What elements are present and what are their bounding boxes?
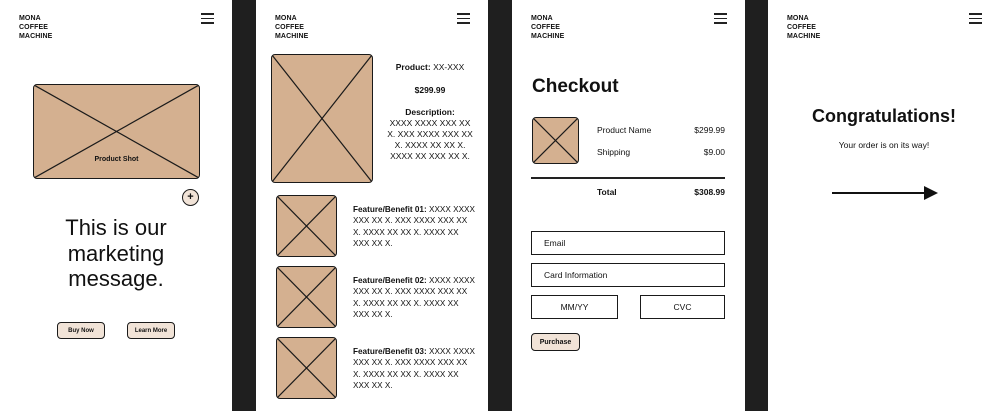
product-shot-placeholder [33, 84, 200, 179]
feature-image-placeholder [276, 195, 337, 257]
card-information-field[interactable] [531, 263, 725, 287]
brand-line: MONA [19, 15, 41, 22]
description-label: Description: [405, 107, 455, 117]
total-label: Total [597, 187, 617, 197]
brand-line: MONA [531, 15, 553, 22]
brand-line: COFFEE [787, 23, 816, 31]
confirmation-subtitle: Your order is on its way! [838, 140, 930, 150]
description-line: X. XXX XXXX XXX XX [387, 129, 473, 139]
line-item-price: $9.00 [703, 147, 725, 157]
learn-more-button[interactable]: Learn More [127, 322, 175, 339]
feature-image-placeholder [276, 337, 337, 399]
page-title: Checkout [532, 76, 619, 97]
product-code-value: XX-XXX [433, 62, 465, 72]
feature-label: Feature/Benefit 02: [353, 276, 427, 285]
feature-text: XXXX XXXX XXX XX X. XXX XXXX XXX XX X. XXXX XX XX X. XXXX XX XXX XX X. [353, 205, 475, 248]
feature-label: Feature/Benefit 01: [353, 205, 427, 214]
feature-label: Feature/Benefit 03: [353, 347, 427, 356]
feature-text: XXXX XXXX XXX XX X. XXX XXXX XXX XX X. XXXX XX XX X. XXXX XX XXX XX X. [353, 347, 475, 390]
image-placeholder-icon [277, 267, 336, 327]
email-placeholder: Email [544, 238, 566, 248]
line-item-price: $299.99 [694, 125, 725, 135]
brand-line: MONA [275, 15, 297, 22]
feature-item [353, 204, 475, 249]
product-price: $299.99 [414, 85, 446, 95]
brand-line: MACHINE [19, 32, 53, 40]
product-image-placeholder [271, 54, 373, 183]
brand-line: MACHINE [787, 32, 821, 40]
hamburger-menu-icon[interactable] [969, 13, 982, 24]
product-screen [256, 0, 488, 411]
purchase-button[interactable]: Purchase [531, 333, 580, 351]
expiry-placeholder: MM/YY [560, 302, 589, 312]
cvc-placeholder: CVC [673, 302, 692, 312]
description-line: X. XXXX XX XX X. [394, 140, 466, 150]
feature-text: XXXX XXXX XXX XX X. XXX XXXX XXX XX X. XXXX XX XX X. XXXX XX XXX XX X. [353, 276, 475, 319]
brand-line: MACHINE [531, 32, 565, 40]
cvc-field[interactable] [640, 295, 725, 319]
total-value: $308.99 [694, 187, 725, 197]
brand-logo[interactable] [19, 15, 52, 41]
marketing-line: message. [68, 266, 164, 291]
product-code [384, 62, 476, 73]
product-shot-label: Product Shot [94, 156, 139, 163]
arrow-right-icon[interactable] [832, 185, 938, 201]
image-placeholder-icon [533, 118, 578, 163]
line-item-name: Shipping [597, 147, 631, 157]
brand-logo[interactable] [787, 15, 820, 41]
brand-logo[interactable] [531, 15, 564, 41]
home-screen [0, 0, 232, 411]
expiry-field[interactable] [531, 295, 618, 319]
total-divider [531, 177, 725, 179]
brand-line: COFFEE [275, 23, 304, 31]
line-item-name: Product Name [597, 125, 652, 135]
cart-item-image-placeholder [532, 117, 579, 164]
brand-logo[interactable] [275, 15, 308, 41]
marketing-line: marketing [67, 240, 165, 266]
confirmation-title: Congratulations! [812, 106, 956, 126]
email-field[interactable] [531, 231, 725, 255]
product-description [384, 107, 476, 162]
buy-now-button[interactable]: Buy Now [57, 322, 105, 339]
hamburger-menu-icon[interactable] [201, 13, 214, 24]
feature-item [353, 275, 475, 320]
description-line: XXXX XXXX XXX XX [389, 118, 471, 128]
brand-line: COFFEE [19, 23, 48, 31]
feature-image-placeholder [276, 266, 337, 328]
image-placeholder-icon [277, 196, 336, 256]
marketing-line: This is our [65, 215, 167, 240]
image-placeholder-icon [34, 85, 199, 178]
brand-line: MACHINE [275, 32, 309, 40]
hamburger-menu-icon[interactable] [457, 13, 470, 24]
description-line: XXXX XX XXX XX X. [390, 151, 470, 161]
plus-circle-icon[interactable]: + [182, 189, 199, 206]
image-placeholder-icon [272, 55, 372, 182]
hamburger-menu-icon[interactable] [714, 13, 727, 24]
feature-item [353, 346, 475, 391]
confirmation-screen [768, 0, 1000, 411]
marketing-message [0, 215, 232, 292]
image-placeholder-icon [277, 338, 336, 398]
product-code-label: Product: [395, 62, 431, 72]
brand-line: MONA [787, 15, 809, 22]
brand-line: COFFEE [531, 23, 560, 31]
checkout-screen [512, 0, 745, 411]
card-placeholder: Card Information [544, 270, 608, 280]
